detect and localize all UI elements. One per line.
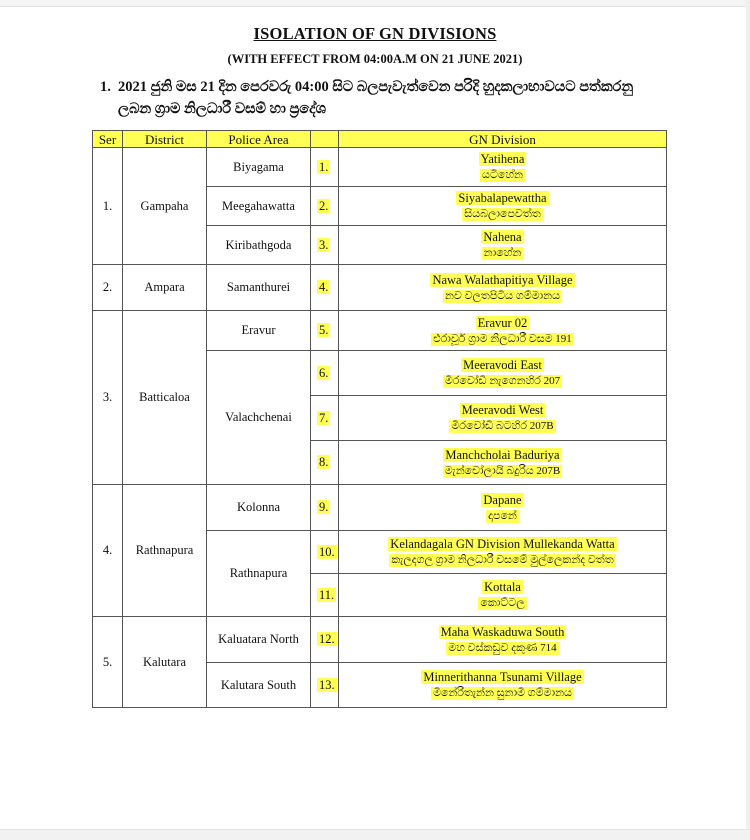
gn-name-si: මීරවෝඩි නැගෙනහිර 207 xyxy=(444,375,561,387)
header-district: District xyxy=(123,131,207,148)
gn-name-si: මැන්චෝලායි බදුරිය 207B xyxy=(444,464,561,477)
gn-name-si: මිනේරිතැන්න සුනාමි ගම්මානය xyxy=(433,687,572,699)
table-row xyxy=(93,617,667,663)
header-ser: Ser xyxy=(93,131,123,148)
gn-name-en: Nahena xyxy=(483,230,522,244)
gn-name-en: Maha Waskaduwa South xyxy=(440,624,565,639)
gn-name-si: නව වලතපිටිය ගම්මානය xyxy=(445,289,560,302)
index-cell: 6. xyxy=(311,351,339,396)
ser-cell: 5. xyxy=(93,617,123,708)
gn-name-si: කොට්ටල xyxy=(480,597,525,609)
index-cell: 1. xyxy=(311,148,339,187)
district-cell: Rathnapura xyxy=(123,485,207,617)
gn-division-cell xyxy=(339,311,667,351)
gn-name-en: Eravur 02 xyxy=(477,315,528,330)
police-area-cell: Kalutara South xyxy=(207,663,311,708)
index-cell: 10. xyxy=(311,531,339,574)
ser-cell: 2. xyxy=(93,265,123,311)
gn-division-cell xyxy=(339,574,667,617)
police-area-cell: Meegahawatta xyxy=(207,187,311,226)
police-area-cell: Kolonna xyxy=(207,485,311,531)
gn-division-cell xyxy=(339,441,667,485)
gn-name-en: Yatihena xyxy=(480,152,525,166)
index-cell: 4. xyxy=(311,265,339,311)
police-area-cell: Samanthurei xyxy=(207,265,311,311)
index-cell: 9. xyxy=(311,485,339,531)
header-gn-division: GN Division xyxy=(339,131,667,148)
gn-name-en: Kottala xyxy=(484,580,521,594)
heading-number: 1. xyxy=(100,79,111,95)
gn-name-en: Minnerithanna Tsunami Village xyxy=(423,670,582,684)
page-right-edge xyxy=(746,0,750,840)
gn-division-cell xyxy=(339,148,667,187)
gn-name-si: යටිහේන xyxy=(482,169,523,181)
heading-line-2: ලබන ග්‍රාම නිලධාරී වසම් හා ප්‍රදේශ xyxy=(118,101,326,117)
page-bottom-edge xyxy=(0,829,750,840)
gn-division-table xyxy=(92,130,667,708)
index-cell: 5. xyxy=(311,311,339,351)
district-cell: Gampaha xyxy=(123,148,207,265)
gn-division-cell xyxy=(339,187,667,226)
document-title: ISOLATION OF GN DIVISIONS xyxy=(253,24,497,43)
gn-division-cell xyxy=(339,396,667,441)
gn-division-cell xyxy=(339,265,667,311)
table-row xyxy=(93,311,667,351)
index-cell: 12. xyxy=(311,617,339,663)
police-area-cell: Rathnapura xyxy=(207,531,311,617)
index-cell: 11. xyxy=(311,574,339,617)
table-row xyxy=(93,148,667,187)
gn-name-en: Nawa Walathapitiya Village xyxy=(432,272,573,287)
index-cell: 7. xyxy=(311,396,339,441)
table-header-row xyxy=(93,131,667,148)
gn-name-si: දාපනේ xyxy=(488,509,517,522)
gn-division-cell xyxy=(339,617,667,663)
gn-name-en: Dapane xyxy=(483,492,522,507)
gn-name-si: කැලදගල ග්‍රාම නිලධාරී වසමේ මුල්ලෙකන්ද වත්ත xyxy=(391,554,614,566)
district-cell: Batticaloa xyxy=(123,311,207,485)
gn-name-en: Manchcholai Baduriya xyxy=(445,447,560,462)
police-area-cell: Kiribathgoda xyxy=(207,226,311,265)
gn-name-si: සියබලාපෙවත්ත xyxy=(464,208,541,220)
police-area-cell: Kaluatara North xyxy=(207,617,311,663)
document-subtitle: (WITH EFFECT FROM 04:00A.M ON 21 JUNE 2021) xyxy=(227,52,523,66)
heading-line-1: 2021 ජුනි මස 21 දින පෙරවරු 04:00 සිට බලපැවැත්වෙන පරිදි හුදකලාභාවයට පත්කරනු xyxy=(118,79,634,95)
gn-division-cell xyxy=(339,531,667,574)
gn-name-en: Meeravodi East xyxy=(463,358,542,372)
table-row xyxy=(93,265,667,311)
gn-name-si: එරාවූර් ග්‍රාම නිලධාරී වසම 191 xyxy=(433,332,572,345)
police-area-cell: Biyagama xyxy=(207,148,311,187)
section-heading xyxy=(100,76,720,120)
index-cell: 8. xyxy=(311,441,339,485)
police-area-cell: Eravur xyxy=(207,311,311,351)
district-cell: Kalutara xyxy=(123,617,207,708)
table-row xyxy=(93,485,667,531)
gn-division-cell xyxy=(339,226,667,265)
gn-name-si: මීරවෝඩි බටහිර 207B xyxy=(451,420,554,432)
ser-cell: 3. xyxy=(93,311,123,485)
gn-name-si: මහ වස්කඩුව දකුණ 714 xyxy=(448,641,557,654)
district-cell: Ampara xyxy=(123,265,207,311)
gn-division-cell xyxy=(339,485,667,531)
ser-cell: 1. xyxy=(93,148,123,265)
ser-cell: 4. xyxy=(93,485,123,617)
gn-division-cell xyxy=(339,663,667,708)
index-cell: 3. xyxy=(311,226,339,265)
gn-name-en: Kelandagala GN Division Mullekanda Watta xyxy=(390,537,615,551)
gn-name-en: Meeravodi West xyxy=(461,403,544,417)
gn-name-en: Siyabalapewattha xyxy=(458,191,547,205)
index-cell: 2. xyxy=(311,187,339,226)
page-top-edge xyxy=(0,0,750,7)
header-index xyxy=(311,131,339,148)
header-police-area: Police Area xyxy=(207,131,311,148)
index-cell: 13. xyxy=(311,663,339,708)
police-area-cell: Valachchenai xyxy=(207,351,311,485)
gn-name-si: නාහේන xyxy=(483,247,522,259)
gn-division-cell xyxy=(339,351,667,396)
